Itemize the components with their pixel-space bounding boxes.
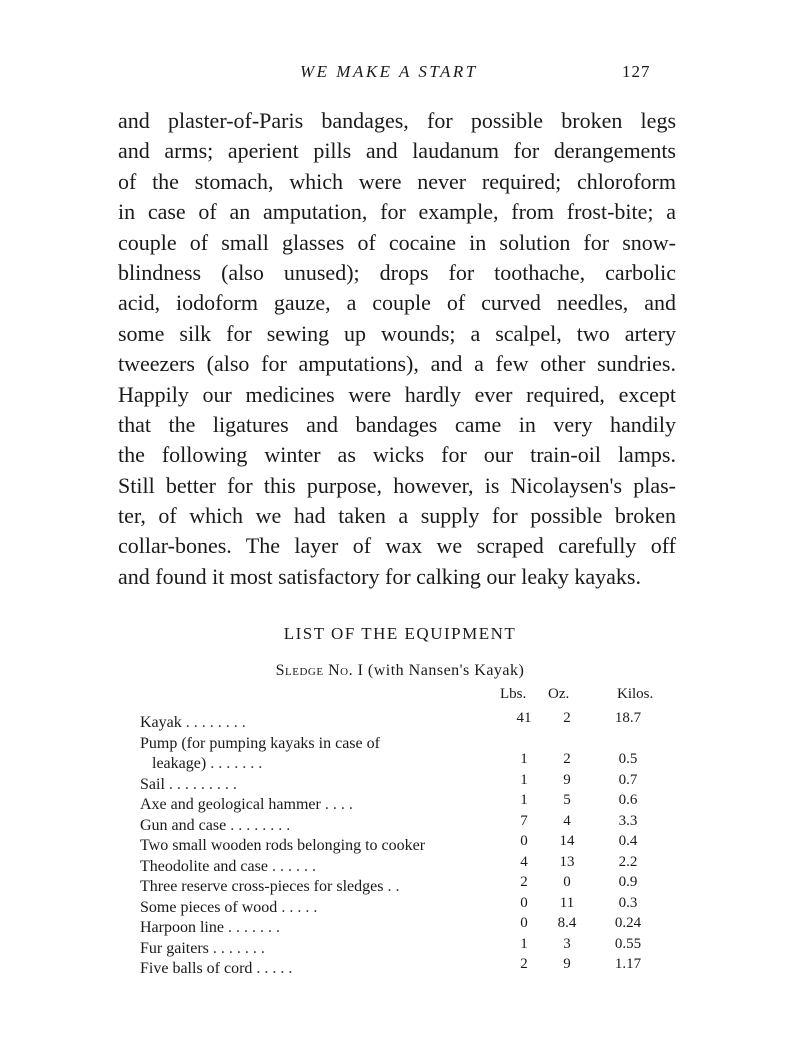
oz-value: 0	[563, 874, 571, 890]
body-line: the following winter as wicks for our train-oil lamps.	[118, 442, 676, 468]
lbs-value: 0	[520, 894, 528, 911]
equipment-list-heading: LIST OF THE EQUIPMENT	[283, 624, 517, 643]
kilos-value: 0.6	[618, 792, 638, 808]
oz-value: 9	[563, 771, 571, 788]
lbs-value: 1	[520, 751, 528, 767]
oz-value: 5	[563, 792, 571, 808]
running-title: WE MAKE A START	[300, 62, 478, 81]
kilos-value: 0.3	[618, 894, 638, 911]
body-paragraph	[118, 106, 676, 592]
item-name: Gun and case . . . . . . . .	[140, 816, 291, 834]
oz-value: 14	[559, 833, 575, 849]
body-line: in case of an amputation, for example, from frost-bite; a	[118, 199, 676, 225]
oz-value: 9	[563, 956, 571, 972]
kilos-column	[604, 708, 652, 975]
body-line: some silk for sewing up wounds; a scalpel, two artery	[118, 320, 676, 346]
item-name: Some pieces of wood . . . . .	[140, 898, 318, 916]
oz-value: 11	[559, 894, 575, 911]
item-name: leakage) . . . . . . .	[152, 755, 263, 772]
lbs-value: 41	[516, 710, 532, 726]
lbs-value: 2	[520, 956, 528, 972]
body-line: collar-bones. The layer of wax we scraped carefully off	[118, 533, 676, 559]
kilos-value: 0.55	[614, 935, 642, 952]
item-name: Harpoon line . . . . . . .	[140, 919, 280, 936]
item-name: Pump (for pumping kayaks in case of	[140, 734, 380, 752]
item-name: Sail . . . . . . . . .	[140, 775, 237, 793]
oz-value: 8.4	[557, 915, 577, 931]
lbs-value: 2	[520, 874, 528, 890]
body-line: ter, of which we had taken a supply for possible broken	[118, 503, 676, 529]
body-line: blindness (also unused); drops for toothache, carbolic	[118, 259, 676, 285]
kilos-value: 2.2	[618, 853, 638, 870]
kilos-value: 3.3	[618, 812, 638, 829]
oz-value: 4	[563, 812, 571, 829]
lbs-value: 4	[520, 853, 528, 870]
item-name: Axe and geological hammer . . . .	[140, 796, 353, 813]
column-header-oz: Oz.	[548, 686, 570, 702]
oz-value: 3	[563, 935, 571, 952]
lbs-value: 1	[520, 771, 528, 788]
kilos-value: 0.5	[618, 751, 638, 767]
oz-column	[543, 708, 591, 975]
column-header-lbs: Lbs.	[500, 686, 527, 702]
body-line: that the ligatures and bandages came in very handily	[118, 411, 676, 437]
item-name: Two small wooden rods belonging to cooker	[140, 837, 426, 854]
kilos-value: 0.7	[618, 771, 638, 788]
kilos-value	[604, 729, 652, 750]
item-name: Three reserve cross-pieces for sledges . .	[140, 878, 400, 895]
sledge-number: Sledge No. I	[275, 662, 364, 679]
oz-value: 2	[563, 710, 571, 726]
running-head	[0, 60, 800, 88]
body-line: and arms; aperient pills and laudanum for derangements	[118, 138, 676, 164]
item-name: Kayak . . . . . . . .	[140, 714, 246, 731]
kilos-value: 0.24	[614, 915, 642, 931]
lbs-value: 0	[520, 915, 528, 931]
lbs-value: 1	[520, 792, 528, 808]
body-line: and found it most satisfactory for calking our leaky kayaks.	[118, 563, 641, 589]
item-name: Theodolite and case . . . . . .	[140, 857, 316, 875]
kilos-value: 0.4	[618, 833, 638, 849]
sledge-subtitle: (with Nansen's Kayak)	[367, 662, 525, 679]
body-line: of the stomach, which were never required; chloroform	[118, 168, 676, 194]
lbs-value	[500, 729, 548, 750]
body-line: acid, iodoform gauze, a couple of curved needles, and	[118, 290, 676, 316]
lbs-column	[500, 708, 548, 975]
oz-value: 2	[563, 751, 571, 767]
lbs-value: 0	[520, 833, 528, 849]
kilos-value: 1.17	[614, 956, 642, 972]
sledge-heading	[0, 662, 800, 680]
oz-value	[543, 729, 591, 750]
body-line: tweezers (also for amputations), and a few other sundries.	[118, 351, 676, 377]
oz-value: 13	[559, 853, 575, 870]
kilos-value: 18.7	[614, 710, 642, 726]
column-header-kilos: Kilos.	[617, 686, 654, 702]
lbs-value: 1	[520, 935, 528, 952]
body-line: Happily our medicines were hardly ever required, except	[118, 381, 676, 407]
kilos-value: 0.9	[618, 874, 638, 890]
equipment-items	[140, 713, 485, 980]
body-line: Still better for this purpose, however, is Nicolaysen's plas-	[118, 472, 676, 498]
page-number: 127	[622, 62, 651, 81]
body-line: and plaster-of-Paris bandages, for possible broken legs	[118, 108, 676, 133]
body-line: couple of small glasses of cocaine in solution for snow-	[118, 229, 676, 255]
item-name: Fur gaiters . . . . . . .	[140, 939, 265, 957]
lbs-value: 7	[520, 812, 528, 829]
item-name: Five balls of cord . . . . .	[140, 960, 293, 977]
